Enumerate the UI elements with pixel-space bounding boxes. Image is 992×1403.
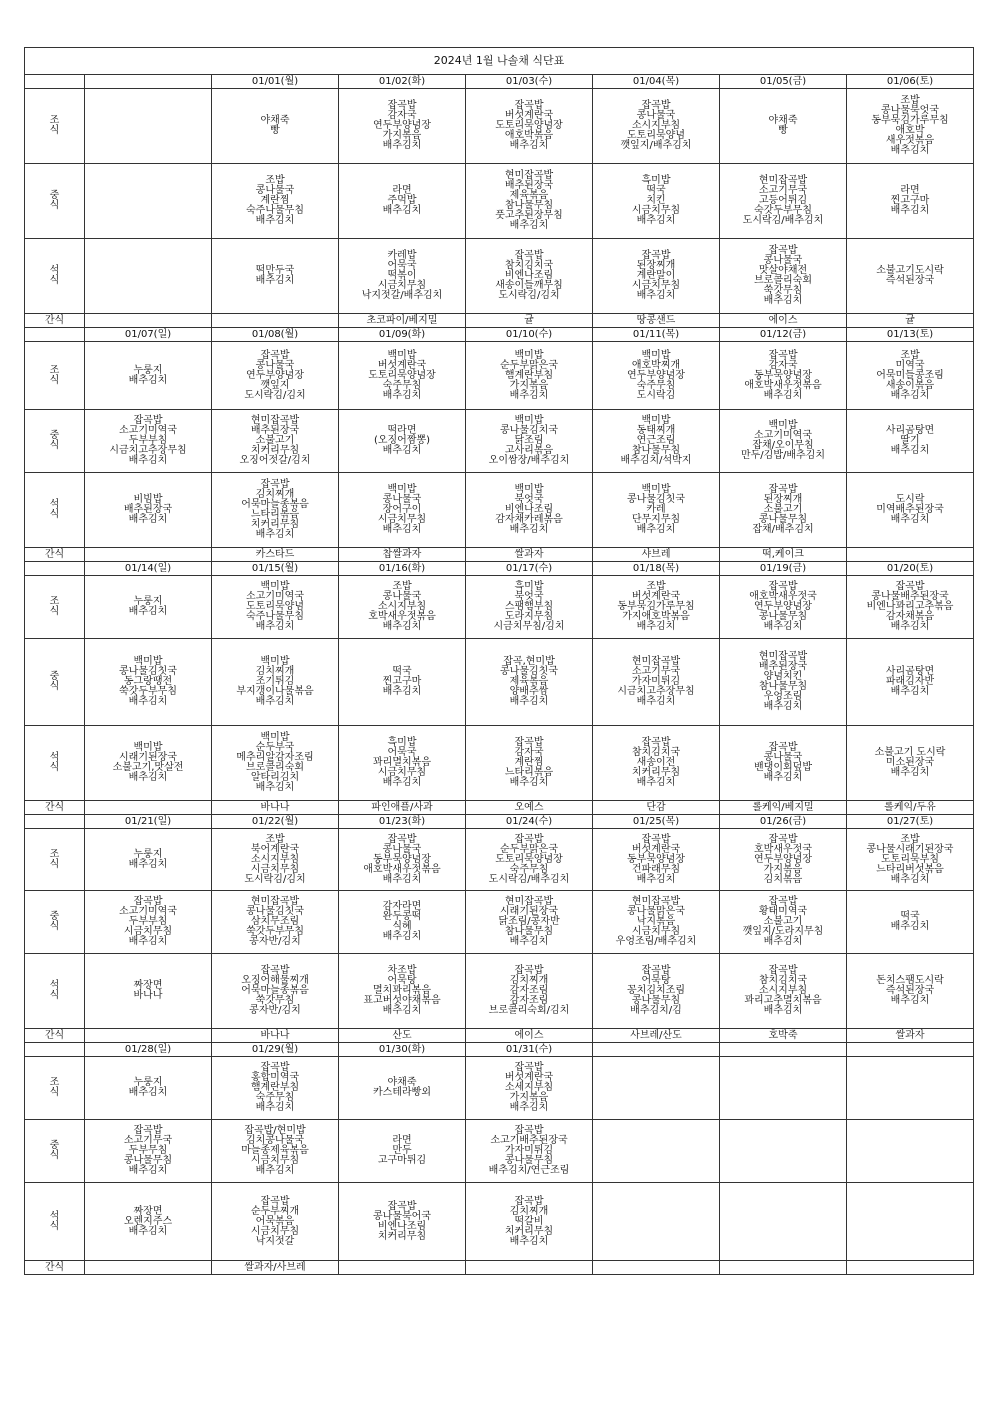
date-cell: 01/11(목) [593, 328, 720, 342]
menu-cell: 백미밥 콩나물국 장어구이 시금치무침 배추김치 [339, 473, 466, 548]
breakfast-label: 조 식 [25, 342, 85, 410]
menu-cell: 누룽지 배추김치 [85, 829, 212, 891]
menu-cell: 잡곡밥 참치김치국 소시지부침 꽈리고추멸치볶음 배추김치 [720, 954, 847, 1029]
dinner-row [25, 239, 974, 314]
menu-cell: 흑미밥 북엇국 스팸햄부침 도라지무침 시금치무침/김치 [466, 576, 593, 639]
date-cell: 01/28(일) [85, 1043, 212, 1057]
date-cell [847, 1043, 974, 1057]
snack-cell [85, 314, 212, 328]
date-cell: 01/15(월) [212, 562, 339, 576]
menu-cell: 떡국 찐고구마 배추김치 [339, 639, 466, 726]
snack-cell: 바나나 [212, 801, 339, 815]
snack-row [25, 548, 974, 562]
dinner-label: 석 식 [25, 239, 85, 314]
snack-row [25, 801, 974, 815]
menu-cell: 잡곡밥 콩나물국 연두부양념장 깻잎지 도시락김/김치 [212, 342, 339, 410]
menu-table [24, 47, 974, 1275]
date-cell: 01/19(금) [720, 562, 847, 576]
corner-cell [25, 328, 85, 342]
menu-cell: 잡곡밥 순두부맑은국 도토리묵양념장 숙주무침 도시락김/배추김치 [466, 829, 593, 891]
lunch-row [25, 410, 974, 473]
menu-cell: 사리곰탕면 파래김자반 배추김치 [847, 639, 974, 726]
menu-cell: 잡곡밥 버섯계란국 소세지부침 가지볶음 배추김치 [466, 1057, 593, 1120]
snack-label: 간식 [25, 1029, 85, 1043]
menu-cell: 조밥 미역국 어묵미들콩조림 새송이볶음 배추김치 [847, 342, 974, 410]
menu-cell: 떡라면 (오징어짬뽕) 배추김치 [339, 410, 466, 473]
snack-cell: 찹쌀과자 [339, 548, 466, 562]
lunch-label: 중 식 [25, 639, 85, 726]
snack-cell: 산도 [339, 1029, 466, 1043]
date-cell: 01/02(화) [339, 75, 466, 89]
snack-cell [466, 1261, 593, 1275]
date-cell: 01/22(월) [212, 815, 339, 829]
menu-cell: 현미잡곡밥 소고기무국 가자미튀김 시금치고추장무침 배추김치 [593, 639, 720, 726]
menu-cell: 떡만두국 배추김치 [212, 239, 339, 314]
menu-cell: 짜장면 바나나 [85, 954, 212, 1029]
snack-cell: 호박죽 [720, 1029, 847, 1043]
snack-row [25, 314, 974, 328]
menu-cell: 흑미밥 어묵국 꽈리멸치볶음 시금치무침 배추김치 [339, 726, 466, 801]
snack-cell [847, 548, 974, 562]
snack-cell [85, 1029, 212, 1043]
menu-cell: 백미밥 소고기미역국 잡채/오이무침 만두/김밥/배추김치 [720, 410, 847, 473]
snack-cell: 귤 [466, 314, 593, 328]
breakfast-row [25, 342, 974, 410]
menu-cell: 야채죽 빵 [212, 89, 339, 164]
snack-cell [847, 1261, 974, 1275]
menu-cell: 잡곡밥 홍합미역국 햄계란부침 숙주무침 배추김치 [212, 1057, 339, 1120]
menu-cell: 감자라면 완두콩떡 식혜 배추김치 [339, 891, 466, 954]
menu-cell [85, 89, 212, 164]
menu-cell: 잡곡밥 참치김치국 새송이전 치커리무침 배추김치 [593, 726, 720, 801]
snack-cell: 에이스 [720, 314, 847, 328]
breakfast-row [25, 89, 974, 164]
snack-row [25, 1029, 974, 1043]
menu-cell: 잡곡밥 콩나물북어국 비엔나조림 치커리무침 [339, 1183, 466, 1261]
menu-cell: 현미잡곡밥 콩나물김칫국 삼치무조림 쑥갓두부무침 콩자반/김치 [212, 891, 339, 954]
menu-cell [847, 1057, 974, 1120]
menu-cell: 소불고기 도시락 미소된장국 배추김치 [847, 726, 974, 801]
snack-cell: 샤브레 [593, 548, 720, 562]
menu-cell: 라면 찐고구마 배추김치 [847, 164, 974, 239]
snack-cell: 땅콩샌드 [593, 314, 720, 328]
lunch-label: 중 식 [25, 410, 85, 473]
date-cell [720, 1043, 847, 1057]
menu-cell [85, 239, 212, 314]
snack-cell: 단감 [593, 801, 720, 815]
menu-cell: 잡곡밥 김치찌개 떡갈비 치커리무침 배추김치 [466, 1183, 593, 1261]
menu-cell: 돈치스팸도시락 즉석된장국 배추김치 [847, 954, 974, 1029]
date-row [25, 562, 974, 576]
date-cell: 01/08(월) [212, 328, 339, 342]
menu-cell: 라면 만두 고구마튀김 [339, 1120, 466, 1183]
menu-cell: 차조밥 어묵탕 멸치꽈리볶음 표고버섯야채볶음 배추김치 [339, 954, 466, 1029]
menu-cell: 누룽지 배추김치 [85, 1057, 212, 1120]
menu-cell [85, 164, 212, 239]
menu-cell: 백미밥 순두부맑은국 햄계란부침 가지볶음 배추김치 [466, 342, 593, 410]
menu-cell: 떡국 배추김치 [847, 891, 974, 954]
snack-cell: 에이스 [466, 1029, 593, 1043]
date-cell: 01/09(화) [339, 328, 466, 342]
menu-body [25, 48, 974, 1275]
date-row [25, 75, 974, 89]
menu-cell: 사리곰탕면 딸기 배추김치 [847, 410, 974, 473]
date-row [25, 328, 974, 342]
date-cell: 01/04(목) [593, 75, 720, 89]
menu-title: 2024년 1월 나솔채 식단표 [25, 48, 974, 75]
dinner-label: 석 식 [25, 954, 85, 1029]
menu-cell [593, 1120, 720, 1183]
dinner-label: 석 식 [25, 473, 85, 548]
dinner-label: 석 식 [25, 1183, 85, 1261]
menu-cell: 소불고기도시락 즉석된장국 [847, 239, 974, 314]
menu-cell: 잡곡밥 어묵탕 꽁치김치조림 콩나물무침 배추김치/김 [593, 954, 720, 1029]
menu-cell: 잡곡밥 참치김치국 비엔나조림 새송이들깨무침 도시락김/김치 [466, 239, 593, 314]
breakfast-label: 조 식 [25, 1057, 85, 1120]
menu-cell: 조밥 콩나물국 소시지부침 호박새우젓볶음 배추김치 [339, 576, 466, 639]
menu-cell: 백미밥 콩나물김칫국 카레 단무지무침 배추김치 [593, 473, 720, 548]
menu-cell: 백미밥 시래기된장국 소불고기,맛살전 배추김치 [85, 726, 212, 801]
menu-cell: 잡곡밥 소고기미역국 두부부침 시금치고추장무침 배추김치 [85, 410, 212, 473]
snack-label: 간식 [25, 314, 85, 328]
snack-cell: 떡,케이크 [720, 548, 847, 562]
date-cell: 01/13(토) [847, 328, 974, 342]
breakfast-label: 조 식 [25, 829, 85, 891]
menu-cell: 백미밥 소고기미역국 도토리묵양념 숙주나물무침 배추김치 [212, 576, 339, 639]
date-cell: 01/05(금) [720, 75, 847, 89]
menu-cell: 백미밥 동태찌개 연근조림 참나물무침 배추김치/석박지 [593, 410, 720, 473]
snack-cell: 사브레/산도 [593, 1029, 720, 1043]
menu-cell: 잡곡밥 콩나물국 소시지부침 도토리묵양념 깻잎지/배추김치 [593, 89, 720, 164]
snack-cell: 귤 [847, 314, 974, 328]
breakfast-label: 조 식 [25, 576, 85, 639]
menu-cell: 잡곡밥 소고기배추된장국 가자미튀김 콩나물무침 배추김치/연근조림 [466, 1120, 593, 1183]
date-cell: 01/24(수) [466, 815, 593, 829]
menu-cell: 잡곡밥 소고기무국 두부무침 콩나물무침 배추김치 [85, 1120, 212, 1183]
menu-cell: 잡곡밥 콩나물국 맛살야채전 브로콜리숙회 쑥갓무침 배추김치 [720, 239, 847, 314]
menu-cell: 야채죽 빵 [720, 89, 847, 164]
date-cell: 01/23(화) [339, 815, 466, 829]
menu-cell: 잡곡밥 감자국 연두부양념장 가지볶음 배추김치 [339, 89, 466, 164]
snack-cell: 바나나 [212, 1029, 339, 1043]
dinner-row [25, 1183, 974, 1261]
menu-cell: 현미잡곡밥 배추된장국 양념치킨 참나물무침 우엉조림 배추김치 [720, 639, 847, 726]
lunch-row [25, 639, 974, 726]
menu-cell [720, 1183, 847, 1261]
menu-cell: 백미밥 북엇국 비엔나조림 감자채카레볶음 배추김치 [466, 473, 593, 548]
menu-cell: 잡곡밥 감자국 계란찜 느타리볶음 배추김치 [466, 726, 593, 801]
date-cell: 01/26(금) [720, 815, 847, 829]
menu-cell: 잡곡밥 소고기미역국 두부부침 시금치무침 배추김치 [85, 891, 212, 954]
title-row [25, 48, 974, 75]
snack-cell: 파인애플/사과 [339, 801, 466, 815]
date-cell: 01/01(월) [212, 75, 339, 89]
date-cell: 01/18(목) [593, 562, 720, 576]
menu-cell: 잡곡밥 애호박새우젓국 연두부양념장 콩나물무침 배추김치 [720, 576, 847, 639]
date-cell: 01/25(목) [593, 815, 720, 829]
menu-cell: 잡곡밥 김치찌개 어묵마늘종볶음 느타리볶음 치커리무침 배추김치 [212, 473, 339, 548]
menu-cell: 짜장면 오렌지주스 배추김치 [85, 1183, 212, 1261]
date-cell: 01/10(수) [466, 328, 593, 342]
snack-cell [85, 548, 212, 562]
snack-cell [593, 1261, 720, 1275]
menu-cell: 비빔밥 배추된장국 배추김치 [85, 473, 212, 548]
corner-cell [25, 1043, 85, 1057]
snack-cell: 오예스 [466, 801, 593, 815]
date-cell: 01/27(토) [847, 815, 974, 829]
date-cell: 01/21(일) [85, 815, 212, 829]
menu-cell: 현미잡곡밥 시래기된장국 닭조림/콩자반 참나물무침 배추김치 [466, 891, 593, 954]
menu-cell: 조밥 북어계란국 소시지부침 시금치무침 도시락김/김치 [212, 829, 339, 891]
menu-cell: 백미밥 콩나물김치국 닭조림 고사리볶음 오이쌈장/배추김치 [466, 410, 593, 473]
menu-cell: 잡곡밥 감자국 동부묵양념장 애호박새우젓볶음 배추김치 [720, 342, 847, 410]
date-cell: 01/16(화) [339, 562, 466, 576]
lunch-label: 중 식 [25, 891, 85, 954]
menu-cell: 도시락 미역배추된장국 배추김치 [847, 473, 974, 548]
snack-row [25, 1261, 974, 1275]
menu-cell: 카레밥 어묵국 떡볶이 시금치무침 낙지젓갈/배추김치 [339, 239, 466, 314]
snack-cell: 카스타드 [212, 548, 339, 562]
menu-cell: 라면 주먹밥 배추김치 [339, 164, 466, 239]
lunch-label: 중 식 [25, 164, 85, 239]
date-row [25, 815, 974, 829]
menu-cell: 잡곡밥 버섯계란국 도토리묵양념장 애호박볶음 배추김치 [466, 89, 593, 164]
menu-cell: 조밥 콩나물시래기된장국 도토리묵부침 느타리버섯볶음 배추김치 [847, 829, 974, 891]
menu-cell: 조밥 콩나물국 계란찜 숙주나물무침 배추김치 [212, 164, 339, 239]
menu-cell: 잡곡밥 된장찌개 소불고기 콩나물무침 잡채/배추김치 [720, 473, 847, 548]
breakfast-label: 조 식 [25, 89, 85, 164]
snack-cell [339, 1261, 466, 1275]
menu-cell: 백미밥 순두부국 메추리알감자조림 브로콜리숙회 알타리김치 배추김치 [212, 726, 339, 801]
date-cell: 01/20(토) [847, 562, 974, 576]
date-cell [85, 75, 212, 89]
menu-cell: 현미잡곡밥 소고기무국 고등어튀김 숙갓두부무침 도시락김/배추김치 [720, 164, 847, 239]
corner-cell [25, 815, 85, 829]
dinner-label: 석 식 [25, 726, 85, 801]
dinner-row [25, 954, 974, 1029]
date-cell: 01/17(수) [466, 562, 593, 576]
lunch-label: 중 식 [25, 1120, 85, 1183]
menu-cell [847, 1120, 974, 1183]
menu-cell: 백미밥 버섯계란국 도토리묵양념장 숙주무침 배추김치 [339, 342, 466, 410]
lunch-row [25, 164, 974, 239]
date-cell: 01/12(금) [720, 328, 847, 342]
menu-cell: 잡곡밥 오징어해물찌개 어묵마늘종볶음 쑥갓무침 콩자반/김치 [212, 954, 339, 1029]
menu-cell: 잡곡밥 황태미역국 소불고기 깻잎지/도라지무침 배추김치 [720, 891, 847, 954]
snack-label: 간식 [25, 801, 85, 815]
menu-cell [593, 1057, 720, 1120]
menu-cell: 백미밥 콩나물김칫국 동그랑땡전 쑥갓두부무침 배추김치 [85, 639, 212, 726]
date-cell: 01/07(일) [85, 328, 212, 342]
snack-cell [212, 314, 339, 328]
menu-cell [593, 1183, 720, 1261]
menu-cell: 잡곡밥 콩나물배추된장국 비엔나꽈리고추볶음 감자채볶음 배추김치 [847, 576, 974, 639]
date-cell: 01/03(수) [466, 75, 593, 89]
corner-cell [25, 562, 85, 576]
dinner-row [25, 473, 974, 548]
menu-cell: 현미잡곡밥 배추된장국 제육볶음 참나물무침 풋고추된장무침 배추김치 [466, 164, 593, 239]
menu-cell [720, 1057, 847, 1120]
date-cell: 01/30(화) [339, 1043, 466, 1057]
menu-cell: 조밥 버섯계란국 동부묵김가루무침 가지애호박볶음 배추김치 [593, 576, 720, 639]
menu-cell: 잡곡밥/현미밥 김치콩나물국 마늘종제육볶음 시금치무침 배추김치 [212, 1120, 339, 1183]
date-cell: 01/29(월) [212, 1043, 339, 1057]
snack-cell [720, 1261, 847, 1275]
menu-cell: 흑미밥 떡국 치킨 시금치무침 배추김치 [593, 164, 720, 239]
menu-cell: 잡곡밥 호박새우젓국 연두부양념장 가지볶음 김치볶음 [720, 829, 847, 891]
menu-cell: 잡곡밥 버섯계란국 동부묵양념장 건파래무침 배추김치 [593, 829, 720, 891]
lunch-row [25, 891, 974, 954]
menu-cell: 조밥 콩나물북엇국 동부묵김가루무침 애호박 새우젓볶음 배추김치 [847, 89, 974, 164]
date-cell: 01/31(수) [466, 1043, 593, 1057]
breakfast-row [25, 829, 974, 891]
menu-cell: 잡곡밥 콩나물국 밴댕이회덮밥 배추김치 [720, 726, 847, 801]
snack-cell: 롤케익/베지밀 [720, 801, 847, 815]
menu-cell [847, 1183, 974, 1261]
menu-cell: 잡곡,현미밥 콩나물김칫국 제육볶음 양배추쌈 배추김치 [466, 639, 593, 726]
menu-cell [720, 1120, 847, 1183]
menu-cell: 백미밥 애호박찌개 연두부양념장 숙주무침 도시락김 [593, 342, 720, 410]
menu-cell: 잡곡밥 김치찌개 감자조림 감자조림 브로콜리숙회/김치 [466, 954, 593, 1029]
menu-cell: 백미밥 김치찌개 조기튀김 부지갱이나물볶음 배추김치 [212, 639, 339, 726]
snack-cell: 롤케익/두유 [847, 801, 974, 815]
snack-label: 간식 [25, 548, 85, 562]
breakfast-row [25, 1057, 974, 1120]
date-cell: 01/06(토) [847, 75, 974, 89]
snack-cell: 쌀과자/사브레 [212, 1261, 339, 1275]
menu-cell: 누룽지 배추김치 [85, 576, 212, 639]
menu-cell: 잡곡밥 된장찌개 계란말이 시금치무침 배추김치 [593, 239, 720, 314]
menu-cell: 야채죽 카스테라빵외 [339, 1057, 466, 1120]
menu-cell: 잡곡밥 콩나물국 동부묵양념장 애호박새우젓볶음 배추김치 [339, 829, 466, 891]
menu-cell: 현미잡곡밥 콩나물맑은국 낙지볶음 시금치무침 우엉조림/배추김치 [593, 891, 720, 954]
menu-cell: 잡곡밥 순두부찌개 어묵볶음 시금치무침 낙지젓갈 [212, 1183, 339, 1261]
snack-cell: 쌀과자 [466, 548, 593, 562]
menu-cell: 누룽지 배추김치 [85, 342, 212, 410]
breakfast-row [25, 576, 974, 639]
snack-cell [85, 1261, 212, 1275]
date-row [25, 1043, 974, 1057]
date-cell [593, 1043, 720, 1057]
date-cell: 01/14(일) [85, 562, 212, 576]
dinner-row [25, 726, 974, 801]
snack-cell [85, 801, 212, 815]
snack-cell: 쌀과자 [847, 1029, 974, 1043]
corner-cell [25, 75, 85, 89]
lunch-row [25, 1120, 974, 1183]
menu-cell: 현미잡곡밥 배추된장국 소불고기 치커리무침 오징어젓갈/김치 [212, 410, 339, 473]
snack-label: 간식 [25, 1261, 85, 1275]
snack-cell: 초코파이/베지밀 [339, 314, 466, 328]
